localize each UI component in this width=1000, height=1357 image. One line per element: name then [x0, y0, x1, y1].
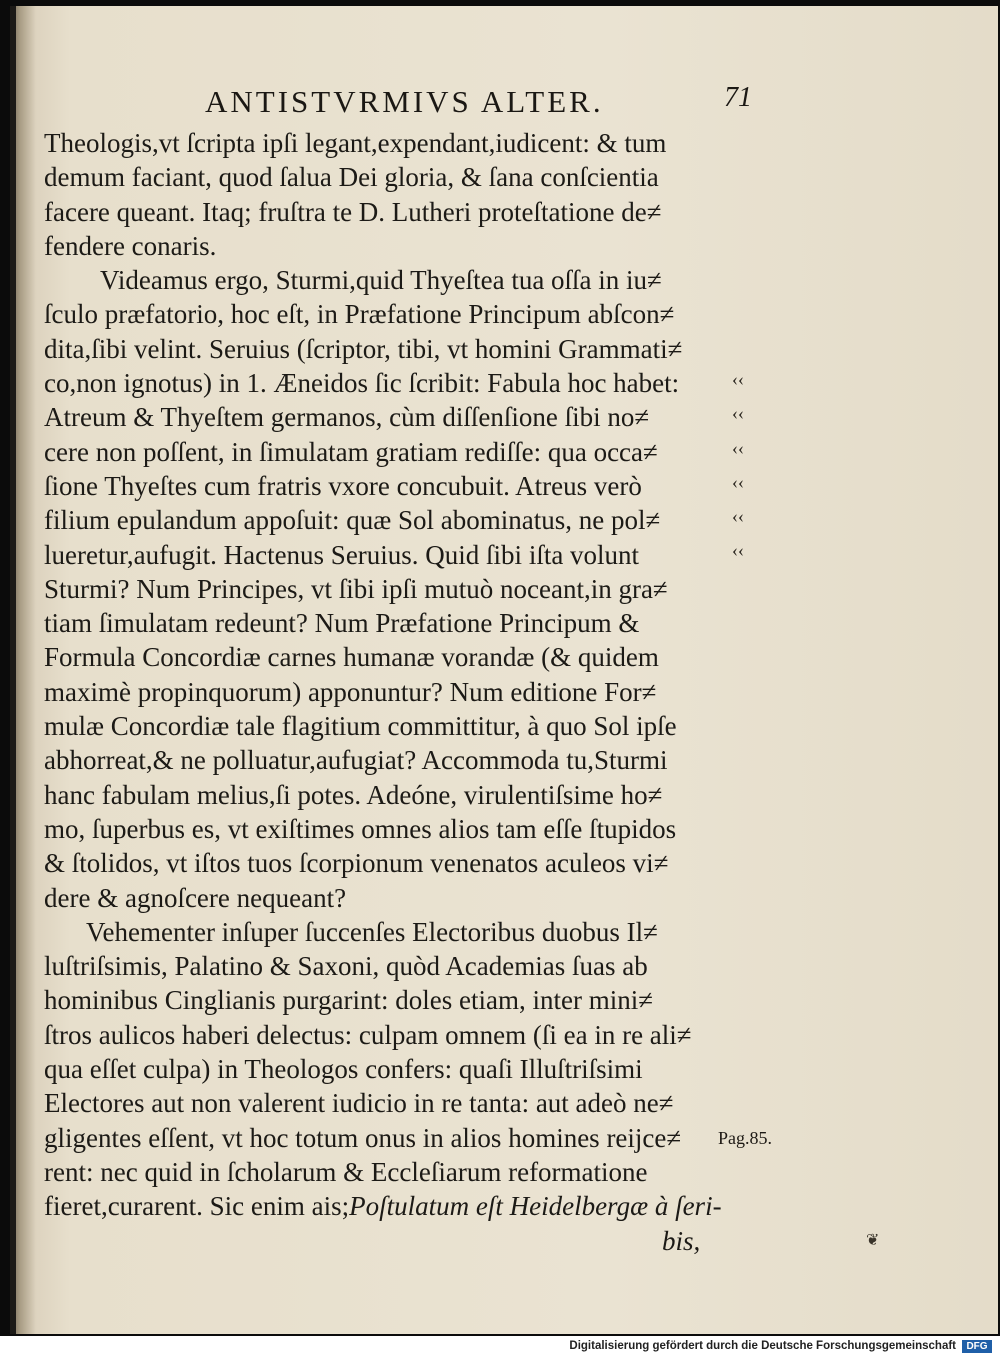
text-line: dere & agnoſcere nequeant?: [44, 882, 347, 913]
quote-mark: ‹‹: [732, 403, 744, 424]
text-line: maximè propinquorum) apponuntur? Num editione For≠: [44, 676, 657, 707]
page-number: 71: [724, 82, 752, 113]
text-line: filium epulandum appoſuit: quæ Sol abominatus, ne pol≠: [44, 505, 661, 536]
text-line: co,non ignotus) in 1. Æneidos ſic ſcribit: Fabula hoc habet:: [44, 368, 680, 399]
ornament-icon: ❦: [866, 1232, 880, 1249]
text-line: abhorreat,& ne polluatur,aufugiat? Accommoda tu,Sturmi: [44, 745, 668, 776]
funding-credit: Digitalisierung gefördert durch die Deutsche Forschungsgemeinschaft: [569, 1340, 956, 1352]
quote-mark: ‹‹: [732, 471, 744, 492]
text-line: fendere conaris.: [44, 230, 217, 261]
text-line: & ſtolidos, vt iſtos tuos ſcorpionum venenatos aculeos vi≠: [44, 848, 669, 879]
quote-mark: ‹‹: [732, 437, 744, 458]
text-line: Videamus ergo, Sturmi,quid Thyeſtea tua oſſa in iu≠: [100, 265, 662, 296]
text-line: ſculo præfatorio, hoc eſt, in Præfatione Principum abſcon≠: [44, 299, 675, 330]
text-line: tiam ſimulatam redeunt? Num Præfatione Principum &: [44, 608, 640, 639]
text-line: hanc fabulam melius,ſi potes. Adeóne, virulentiſsime ho≠: [44, 779, 663, 810]
text-line: Atreum & Thyeſtem germanos, cùm diſſenſione ſibi no≠: [44, 402, 650, 433]
quote-mark: ‹‹: [732, 369, 744, 389]
text-line: Electores aut non valerent iudicio in re tanta: aut adeò ne≠: [44, 1088, 674, 1119]
margin-quote-marks: [732, 362, 772, 568]
page-spine-shadow: [10, 6, 16, 1334]
text-line: facere queant. Itaq; fruſtra te D. Lutheri proteſtatione de≠: [44, 196, 662, 227]
text-line: [44, 1189, 754, 1223]
text-line: demum faciant, quod ſalua Dei gloria, & ſana conſcientia: [44, 162, 659, 193]
text-line: Formula Concordiæ carnes humanæ vorandæ (& quidem: [44, 642, 659, 673]
text-line: dita,ſibi velint. Seruius (ſcriptor, tibi, vt homini Grammati≠: [44, 333, 683, 364]
text-line: Theologis,vt ſcripta ipſi legant,expendant,iudicent: & tum: [44, 128, 667, 158]
text-line: Vehementer inſuper ſuccenſes Electoribus duobus Il≠: [86, 916, 658, 947]
text-line: hominibus Cinglianis purgarint: doles etiam, inter mini≠: [44, 985, 654, 1016]
text-line-roman: fieret,curarent. Sic enim ais;: [44, 1191, 350, 1222]
running-header: ANTISTVRMIVS ALTER.: [205, 84, 604, 119]
footer-bar: [0, 1337, 1000, 1357]
text-line: ſtros aulicos haberi delectus: culpam omnem (ſi ea in re ali≠: [44, 1019, 692, 1050]
text-line: gligentes eſſent, vt hoc totum onus in alios homines reijce≠: [44, 1122, 682, 1153]
text-line: mulæ Concordiæ tale flagitium committitur, à quo Sol ipſe: [44, 711, 677, 742]
text-line: qua eſſet culpa) in Theologos confers: quaſi Illuſtriſsimi: [44, 1054, 643, 1085]
text-line: rent: nec quid in ſcholarum & Eccleſiarum reformatione: [44, 1156, 648, 1187]
text-line: Sturmi? Num Principes, vt ſibi ipſi mutuò noceant,in gra≠: [44, 573, 668, 604]
text-line: cere non poſſent, in ſimulatam gratiam rediſſe: qua occa≠: [44, 436, 658, 467]
text-line: luſtriſsimis, Palatino & Saxoni, quòd Academias ſuas ab: [44, 951, 648, 982]
text-line: lueretur,aufugit. Hactenus Seruius. Quid ſibi iſta volunt: [44, 539, 640, 570]
text-line-italic: Poſtulatum eſt Heidelbergæ à ſeri-: [349, 1191, 722, 1222]
text-line: ſione Thyeſtes cum fratris vxore concubuit. Atreus verò: [44, 470, 642, 501]
quote-mark: ‹‹: [732, 506, 744, 527]
dfg-logo: DFG: [962, 1340, 992, 1353]
text-line: mo, ſuperbus es, vt exiſtimes omnes alios tam eſſe ſtupidos: [44, 813, 677, 844]
quote-mark: ‹‹: [732, 540, 744, 561]
body-text: [44, 126, 754, 1258]
catchword: bis,: [662, 1225, 701, 1256]
margin-page-reference: Pag.85.: [718, 1128, 772, 1148]
